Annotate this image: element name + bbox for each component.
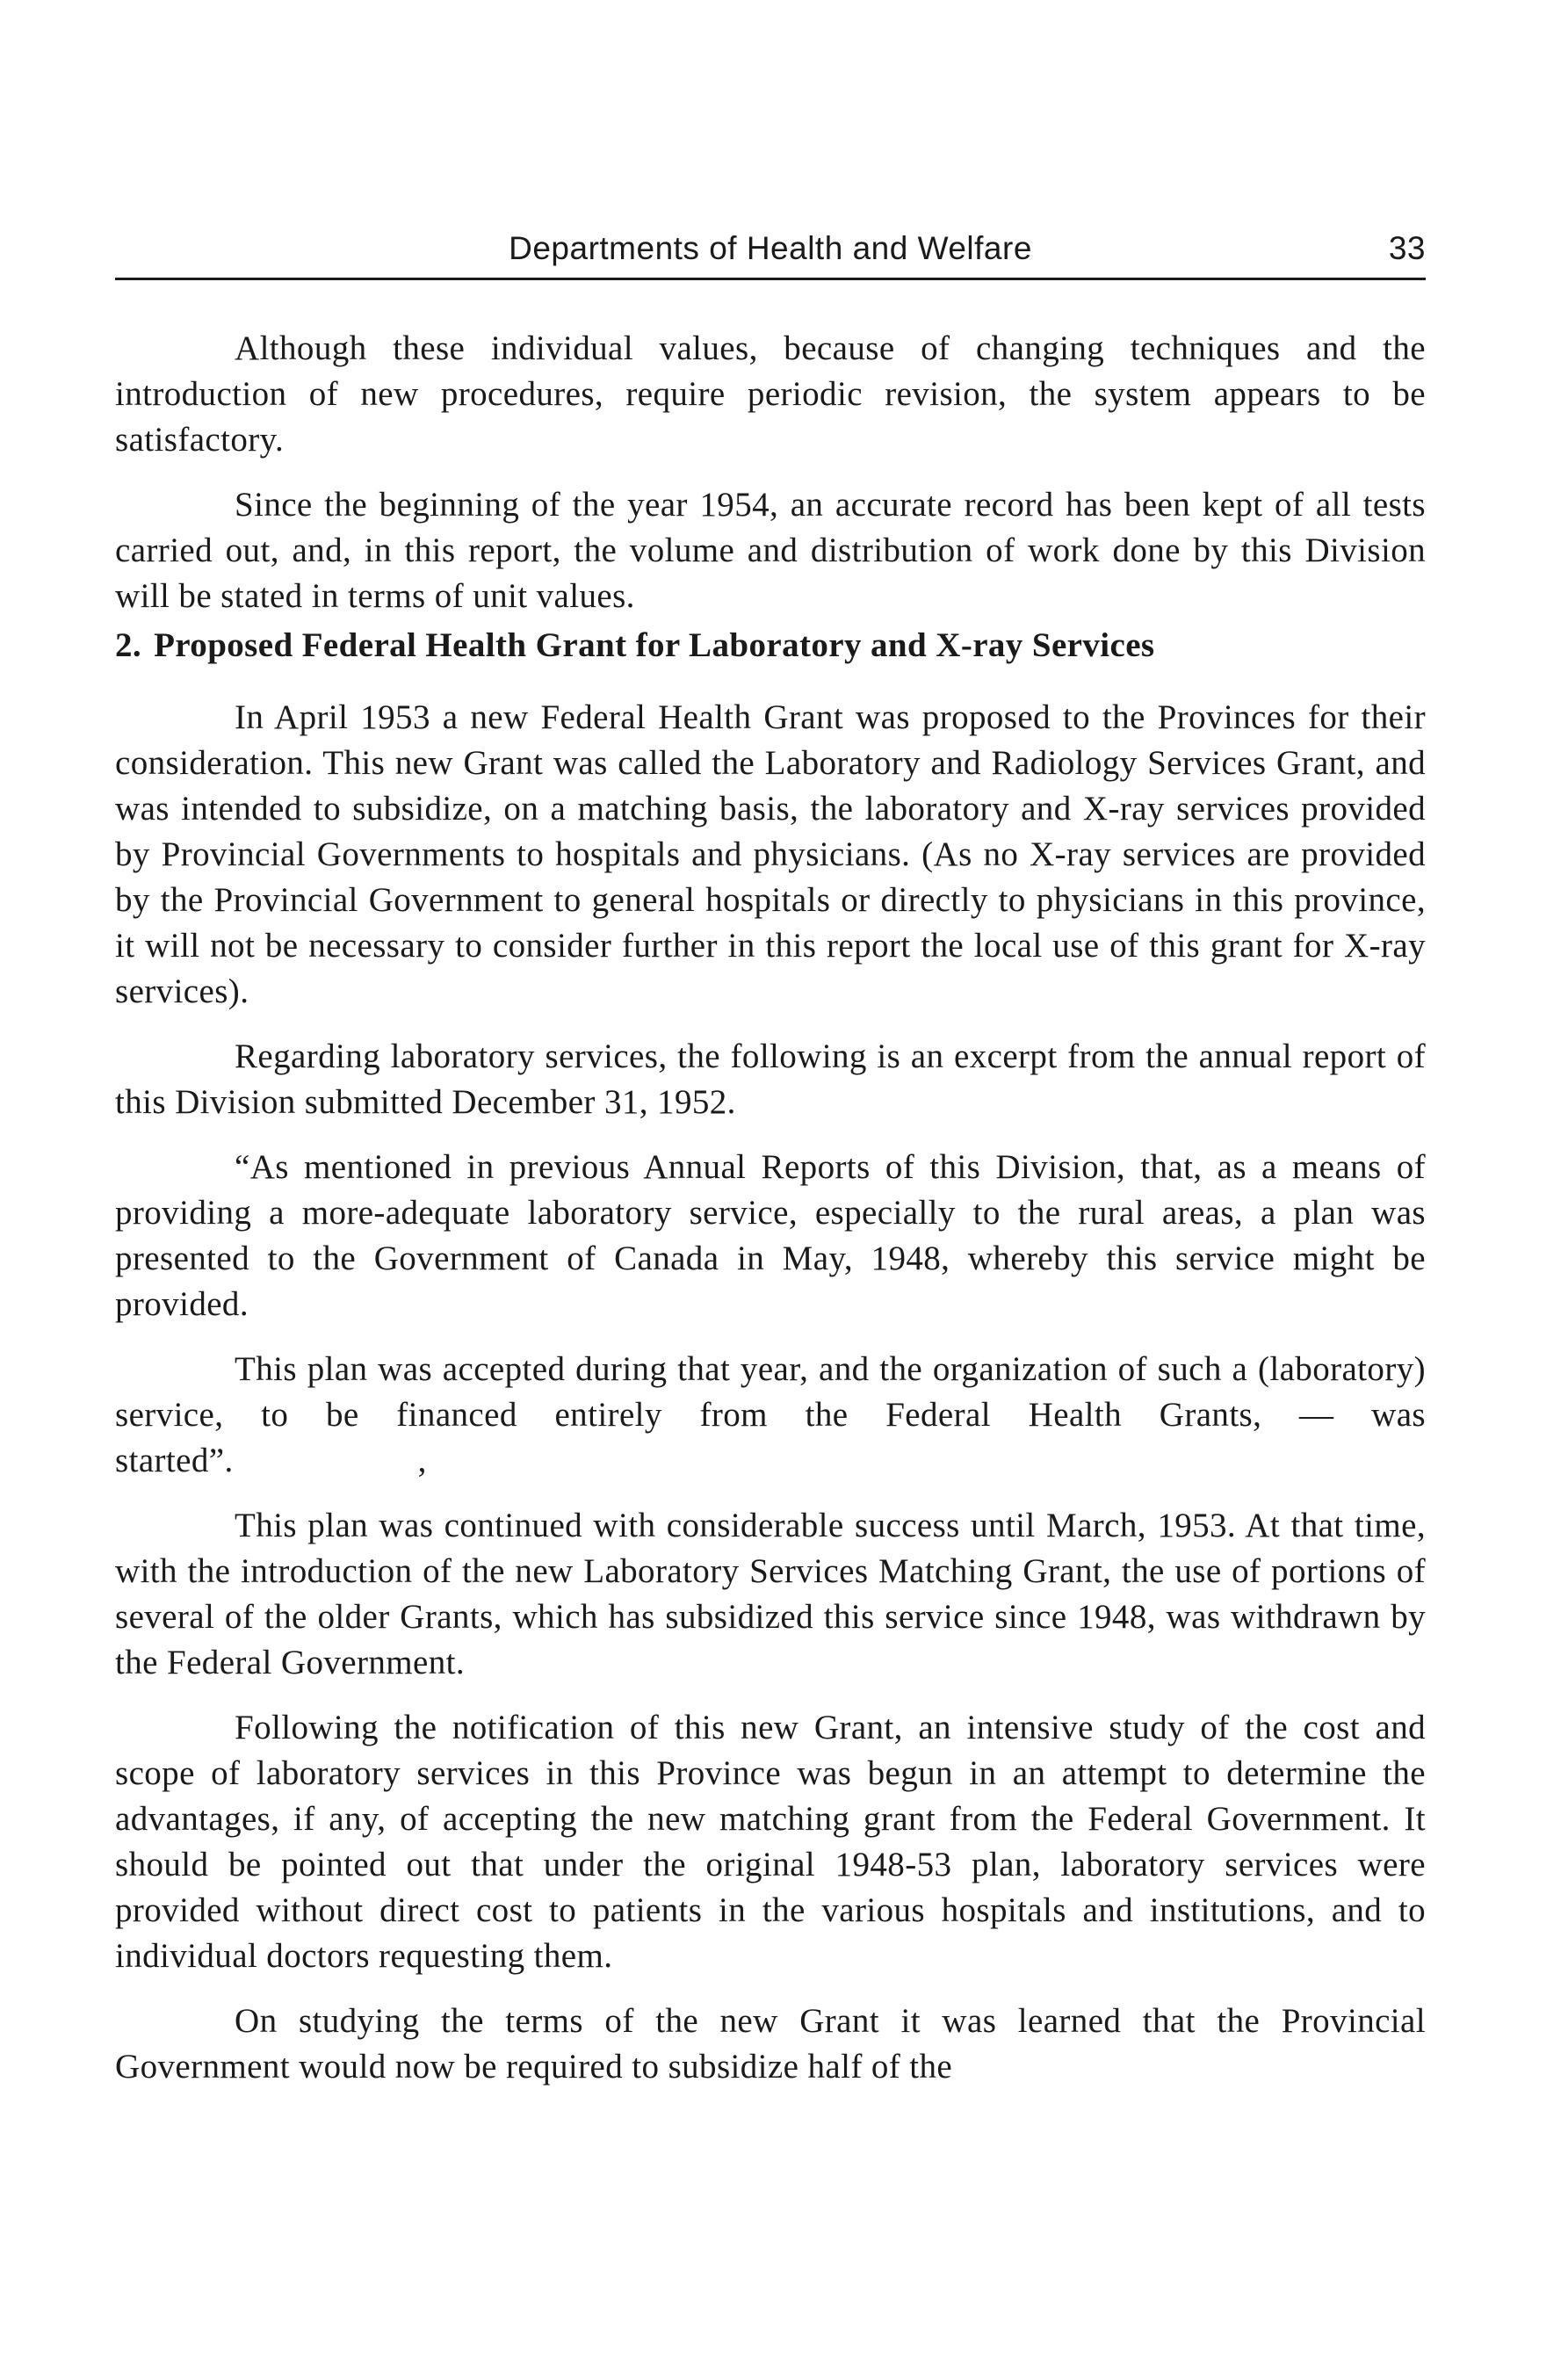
body-text xyxy=(115,326,1426,2090)
paragraph: Regarding laboratory services, the following is an excerpt from the annual report of this Division submitted December 31, 1952. xyxy=(115,1037,1426,1121)
section-heading xyxy=(115,623,1426,669)
quoted-paragraph: “As mentioned in previous Annual Reports of this Division, that, as a means of providing a more-adequate laboratory service, especially to the rural areas, a plan was presented to the Government of Canada in May, 1948, whereby this service might be provided. xyxy=(115,1148,1426,1323)
section-number: 2. xyxy=(115,626,142,664)
document-page xyxy=(115,220,1426,2109)
paragraph: In April 1953 a new Federal Health Grant was proposed to the Provinces for their consideration. This new Grant was called the Laboratory and Radiology Services Grant, and was intended to subsidize, on a matching basis, the laboratory and X-ray services provided by Provincial Governments to hospitals and physicians. (As no X-ray services are provided by the Provincial Government to general hospitals or directly to physicians in this province, it will not be necessary to consider further in this report the local use of this grant for X-ray services). xyxy=(115,698,1426,1010)
running-title: Departments of Health and Welfare xyxy=(509,230,1032,266)
paragraph: This plan was continued with considerable success until March, 1953. At that time, with the introduction of the new Laboratory Services Matching Grant, the use of portions of several of the older Grants, which has subsidized this service since 1948, was withdrawn by the Federal Government. xyxy=(115,1507,1426,1681)
quoted-paragraph-end xyxy=(115,1347,1426,1484)
section-title: Proposed Federal Health Grant for Laboratory and X-ray Services xyxy=(154,626,1155,664)
stray-mark: , xyxy=(417,1442,427,1479)
header-rule xyxy=(115,278,1426,280)
quoted-paragraph-text: This plan was accepted during that year, and the organization of such a (laboratory) service, to be financed entirely from the Federal Health Grants, — was started”. xyxy=(115,1350,1426,1479)
paragraph: Since the beginning of the year 1954, an accurate record has been kept of all tests carried out, and, in this report, the volume and distribution of work done by this Division will be stated in terms of unit values. xyxy=(115,486,1426,615)
page-number: 33 xyxy=(1388,230,1426,266)
paragraph: On studying the terms of the new Grant it was learned that the Provincial Government would now be required to subsidize half of the xyxy=(115,2002,1426,2086)
paragraph: Following the notification of this new Grant, an intensive study of the cost and scope of laboratory services in this Province was begun in an attempt to determine the advantages, if any, of accepting the new matching grant from the Federal Government. It should be pointed out that under the original 1948-53 plan, laboratory services were provided without direct cost to patients in the various hospitals and institutions, and to individual doctors requesting them. xyxy=(115,1709,1426,1975)
paragraph: Although these individual values, because of changing techniques and the introduction of new procedures, require periodic revision, the system appears to be satisfactory. xyxy=(115,329,1426,459)
running-header xyxy=(115,220,1426,272)
